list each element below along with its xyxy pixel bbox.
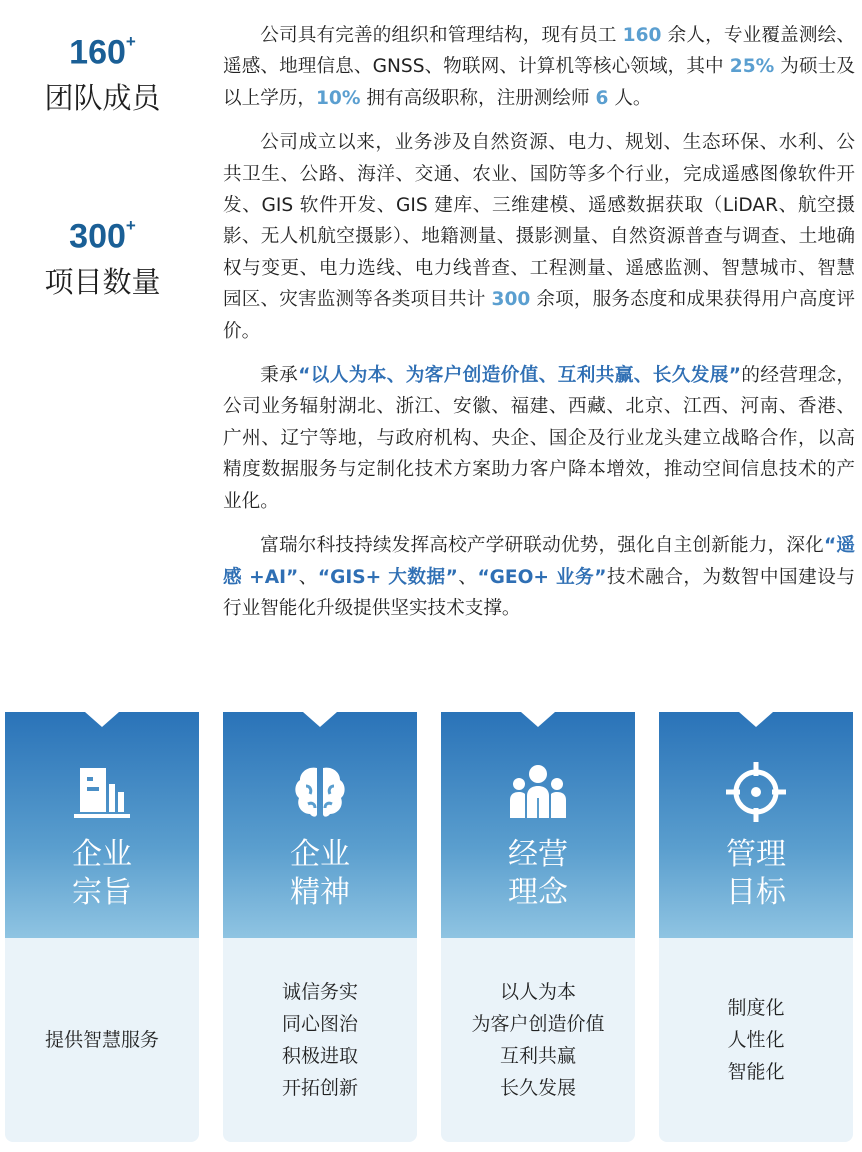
stat-value: 300 [69, 217, 126, 256]
card-body [441, 938, 635, 1142]
card-line: 互利共赢 [499, 1045, 576, 1067]
card-line: 人性化 [727, 1029, 785, 1051]
stat-number [0, 26, 205, 72]
stat-value: 160 [69, 33, 126, 72]
card-notch [303, 712, 337, 727]
paragraph-staff: 公司具有完善的组织和管理结构，现有员工 160 余人，专业覆盖测绘、遥感、地理信息、GNSS、物联网、计算机等核心领域，其中 25% 为硕士及以上学历，10% 拥有高级职称，注册测绘师 6 人。 [223, 25, 855, 109]
card-line: 智能化 [727, 1061, 785, 1083]
card-header [659, 712, 853, 938]
stat-team-members [0, 26, 205, 118]
card-title: 企业 宗旨 [72, 837, 132, 910]
paragraph-innovation: 富瑞尔科技持续发挥高校产学研联动优势，强化自主创新能力，深化“遥感 +AI”、“GIS+ 大数据”、“GEO+ 业务”技术融合，为数智中国建设与行业智能化升级提供坚实技术支撑。 [223, 535, 855, 619]
card-notch [85, 712, 119, 727]
stat-plus: + [125, 216, 136, 235]
card-line: 以人为本 [499, 981, 576, 1003]
card-line: 为客户创造价值 [471, 1013, 605, 1035]
building-icon [70, 760, 134, 824]
brain-icon [288, 760, 352, 824]
card-enterprise-purpose [5, 712, 199, 1142]
stat-project-count [0, 210, 205, 302]
card-line: 长久发展 [499, 1077, 576, 1099]
target-icon [724, 760, 788, 824]
card-body [659, 938, 853, 1142]
card-header [5, 712, 199, 938]
card-header [441, 712, 635, 938]
card-line: 诚信务实 [281, 981, 358, 1003]
card-title: 企业 精神 [290, 837, 350, 910]
card-line: 开拓创新 [281, 1077, 358, 1099]
card-header [223, 712, 417, 938]
stat-number [0, 210, 205, 256]
card-body [223, 938, 417, 1142]
card-title: 经营 理念 [508, 837, 568, 910]
card-line: 提供智慧服务 [44, 1029, 159, 1051]
card-line: 积极进取 [281, 1045, 358, 1067]
card-management-goal [659, 712, 853, 1142]
card-body [5, 938, 199, 1142]
paragraph-business: 公司成立以来，业务涉及自然资源、电力、规划、生态环保、水利、公共卫生、公路、海洋、交通、农业、国防等多个行业，完成遥感图像软件开发、GIS 软件开发、GIS 建库、三维建模、遥感数据获取（LiDAR、航空摄影、无人机航空摄影）、地籍测量、摄影测量、自然资源普查与调查、土地确权与变更、电力选线、电力线普查、工程测量、遥感监测、智慧城市、智慧园区、灾害监测等各类项目共计 300 余项，服务态度和成果获得用户高度评价。 [223, 132, 855, 342]
card-line: 同心图治 [281, 1013, 358, 1035]
card-notch [521, 712, 555, 727]
stat-label: 团队成员 [44, 81, 161, 116]
paragraph-philosophy: 秉承“以人为本、为客户创造价值、互利共赢、长久发展”的经营理念，公司业务辐射湖北、浙江、安徽、福建、西藏、北京、江西、河南、香港、广州、辽宁等地，与政府机构、央企、国企及行业龙头建立战略合作，以高精度数据服务与定制化技术方案助力客户降本增效，推动空间信息技术的产业化。 [223, 365, 855, 512]
stat-label: 项目数量 [44, 265, 161, 300]
card-notch [739, 712, 773, 727]
stat-plus: + [125, 32, 136, 51]
card-business-philosophy [441, 712, 635, 1142]
card-enterprise-spirit [223, 712, 417, 1142]
company-intro [223, 20, 855, 637]
card-line: 制度化 [727, 997, 785, 1019]
card-title: 管理 目标 [726, 837, 786, 910]
people-icon [506, 760, 570, 824]
